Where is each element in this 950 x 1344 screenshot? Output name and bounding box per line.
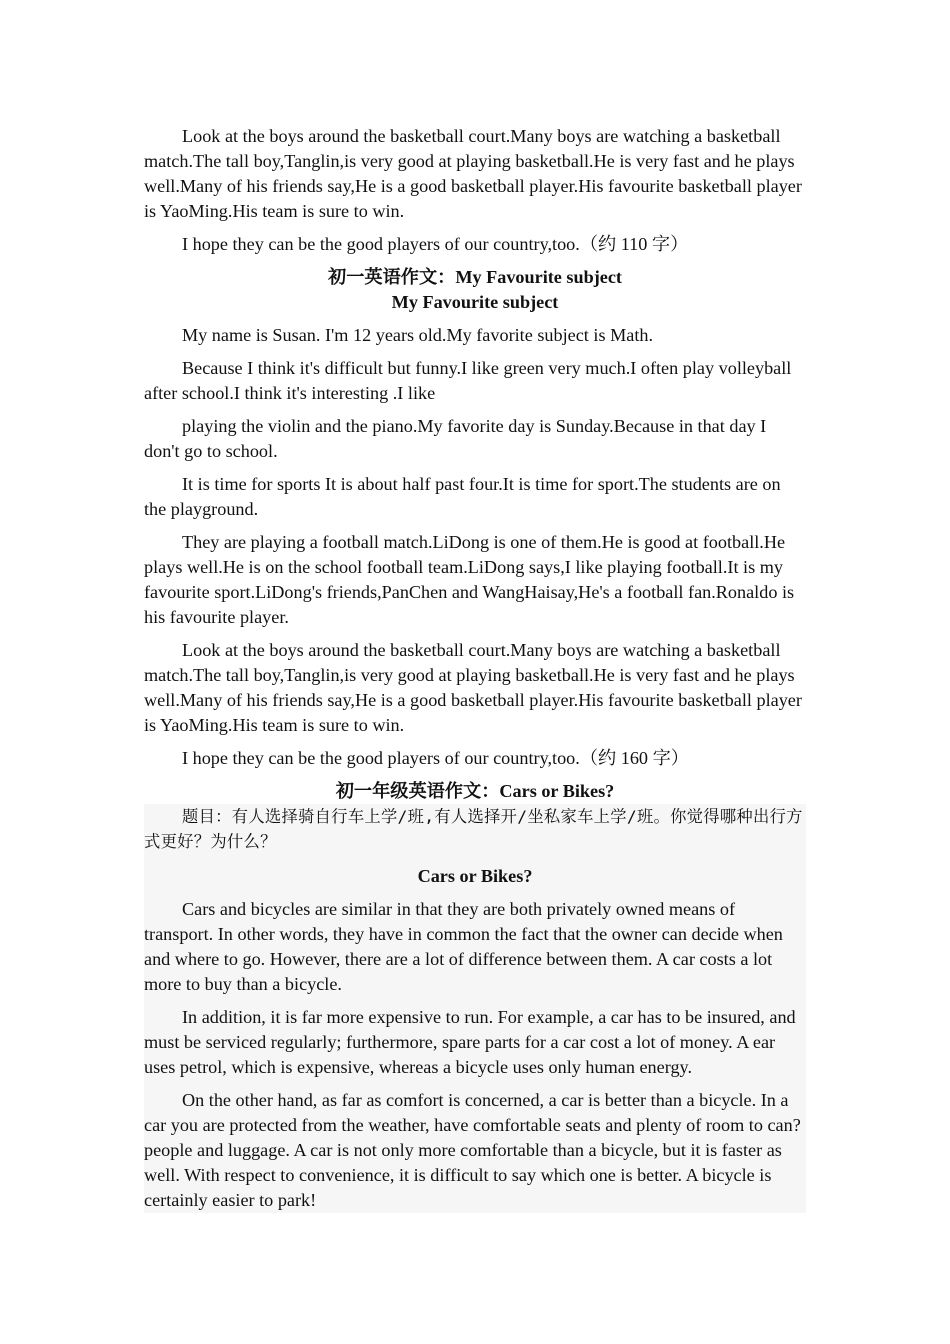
section-favourite-subject <box>144 265 806 771</box>
paragraph: Look at the boys around the basketball court.Many boys are watching a basketball match.The tall boy,Tanglin,is very good at playing basketball.He is very fast and he plays well.Many of his friends say,He is a good basketball player.His favourite basketball player is YaoMing.His team is sure to win. <box>144 126 802 221</box>
paragraph: My name is Susan. I'm 12 years old.My favorite subject is Math. <box>182 325 654 345</box>
document-page <box>144 124 806 1213</box>
paragraph: In addition, it is far more expensive to run. For example, a car has to be insured, and must be serviced regularly; furthermore, spare parts for a car cost a lot of money. A ear uses petrol, which is expensive, whereas a bicycle uses only human energy. <box>144 1007 796 1077</box>
paragraph: It is time for sports It is about half past four.It is time for sport.The students are on the playground. <box>144 474 781 519</box>
section-heading: 初一英语作文：My Favourite subject <box>328 267 622 287</box>
paragraph-word-count: I hope they can be the good players of our country,too.（约 160 字） <box>182 748 689 768</box>
essay-title: My Favourite subject <box>391 292 559 312</box>
section-cars-or-bikes <box>144 779 806 1213</box>
paragraph: Cars and bicycles are similar in that they are both privately owned means of transport. In other words, they have in common the fact that the owner can decide when and where to go. However, there are a lot of difference between them. A car costs a lot more to buy than a bicycle. <box>144 899 783 994</box>
paragraph: On the other hand, as far as comfort is concerned, a car is better than a bicycle. In a car you are protected from the weather, have comfortable seats and plenty of room to can? people and luggage. A car is not only more comfortable than a bicycle, but it is faster as well. With respect to convenience, it is difficult to say which one is better. A bicycle is certainly easier to park! <box>144 1090 801 1210</box>
essay-prompt: 题目：有人选择骑自行车上学/班,有人选择开/坐私家车上学/班。你觉得哪种出行方式更好？为什么？ <box>144 807 803 851</box>
essay-title: Cars or Bikes? <box>417 866 533 886</box>
paragraph: Look at the boys around the basketball court.Many boys are watching a basketball match.The tall boy,Tanglin,is very good at playing basketball.He is very fast and he plays well.Many of his friends say,He is a good basketball player.His favourite basketball player is YaoMing.His team is sure to win. <box>144 640 802 735</box>
section-heading: 初一年级英语作文：Cars or Bikes? <box>335 781 615 801</box>
paragraph: They are playing a football match.LiDong is one of them.He is good at football.He plays well.He is on the school football team.LiDong says,I like playing football.It is my favourite sport.LiDong's friends,PanChen and WangHaisay,He's a football fan.Ronaldo is his favourite player. <box>144 532 795 627</box>
section-basketball <box>144 124 806 257</box>
paragraph: Because I think it's difficult but funny.I like green very much.I often play volleyball after school.I think it's interesting .I like <box>144 358 792 403</box>
paragraph: playing the violin and the piano.My favorite day is Sunday.Because in that day I don't go to school. <box>144 416 767 461</box>
shaded-block <box>144 804 806 1213</box>
paragraph-word-count: I hope they can be the good players of our country,too.（约 110 字） <box>182 234 689 254</box>
